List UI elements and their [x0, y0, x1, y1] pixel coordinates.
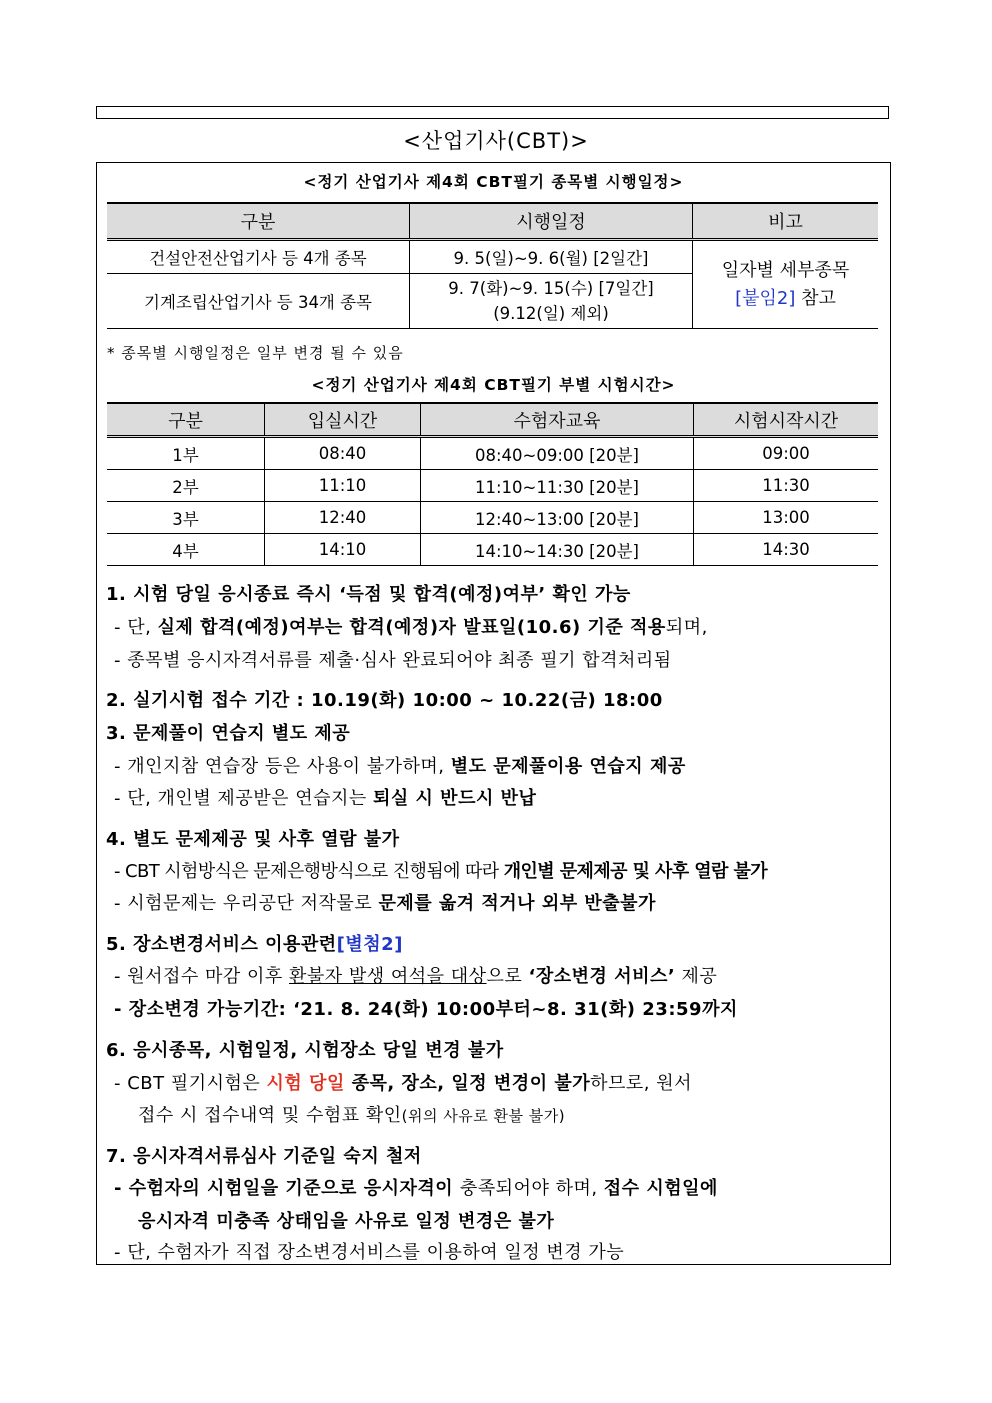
item-bullet: [114, 889, 656, 915]
text-span: 제공: [675, 966, 718, 987]
category-cell: 건설안전산업기사 등 4개 종목: [107, 240, 410, 274]
bold-span: 종목, 장소, 일정 변경이 불가: [344, 1073, 591, 1094]
item-heading: 3. 문제풀이 연습지 별도 제공: [106, 723, 351, 744]
education-cell: 14:10~14:30 [20분]: [421, 534, 694, 566]
bold-span: 문제를 옮겨 적거나 외부 반출불가: [378, 893, 656, 914]
session-table-title: <정기 산업기사 제4회 CBT필기 부별 시험시간>: [311, 376, 676, 394]
dates-line: (9.12(일) 제외): [493, 304, 609, 323]
bold-span: 퇴실 시 반드시 반납: [372, 788, 537, 809]
dates-cell: 9. 5(일)~9. 6(월) [2일간]: [410, 240, 693, 274]
text-span: - 원서접수 마감 이후: [114, 966, 289, 987]
item-bullet-cont: [138, 1101, 565, 1127]
remark-ref: [693, 285, 878, 313]
header-cell: 시행일정: [410, 203, 693, 240]
session-cell: 1부: [107, 437, 265, 470]
start-time-cell: 11:30: [694, 470, 879, 502]
header-cell: 시험시작시간: [694, 403, 879, 437]
bold-span: 별도 문제풀이용 연습지 제공: [450, 756, 686, 777]
category-cell: 기계조립산업기사 등 34개 종목: [107, 274, 410, 329]
item-heading: 7. 응시자격서류심사 기준일 숙지 철저: [106, 1146, 422, 1167]
remark-suffix: 참고: [795, 287, 836, 309]
entry-time-cell: 14:10: [265, 534, 421, 566]
schedule-table: [107, 202, 878, 329]
session-cell: 4부: [107, 534, 265, 566]
entry-time-cell: 12:40: [265, 502, 421, 534]
start-time-cell: 09:00: [694, 437, 879, 470]
text-span: - 단, 개인별 제공받은 연습지는: [114, 788, 373, 809]
text-span: 되며,: [665, 617, 708, 638]
table-header-row: [107, 203, 878, 240]
item-bullet: [114, 613, 708, 639]
dates-cell: [410, 274, 693, 329]
header-cell: 입실시간: [265, 403, 421, 437]
item-heading: [106, 930, 403, 956]
header-cell: 구분: [107, 203, 410, 240]
text-span: 충족되어야 하며,: [459, 1178, 604, 1199]
entry-time-cell: 08:40: [265, 437, 421, 470]
bold-span: 접수 시험일에: [603, 1178, 718, 1199]
item-bullet: - 종목별 응시자격서류를 제출·심사 완료되어야 최종 필기 합격처리됨: [114, 650, 672, 671]
underlined-span: 환불자 발생 여석을 대상: [289, 966, 487, 987]
text-span: - 시험문제는 우리공단 저작물로: [114, 893, 379, 914]
red-span: 시험 당일: [266, 1073, 345, 1094]
text-span: - CBT 필기시험은: [114, 1073, 267, 1094]
start-time-cell: 13:00: [694, 502, 879, 534]
item-bullet: [114, 962, 717, 988]
item-bullet: [114, 1174, 718, 1200]
text-span: - CBT 시험방식은 문제은행방식으로 진행됨에 따라: [114, 861, 504, 882]
text-span: - 단,: [114, 617, 158, 638]
small-span: (위의 사유로 환불 불가): [401, 1107, 566, 1125]
table-row: [107, 240, 878, 274]
schedule-note: * 종목별 시행일정은 일부 변경 될 수 있음: [107, 344, 404, 362]
text-span: 으로: [486, 966, 529, 987]
item-bullet: [114, 857, 767, 883]
header-cell: 구분: [107, 403, 265, 437]
item-heading: 2. 실기시험 접수 기간 : 10.19(화) 10:00 ~ 10.22(금) 18:00: [106, 690, 663, 711]
top-border-box: [96, 106, 889, 119]
session-cell: 2부: [107, 470, 265, 502]
item-bullet: [114, 1069, 692, 1095]
attachment-link[interactable]: [붙임2]: [735, 287, 796, 309]
session-cell: 3부: [107, 502, 265, 534]
item-heading: 4. 별도 문제제공 및 사후 열람 불가: [106, 829, 400, 850]
table-row: [107, 437, 878, 470]
header-cell: 비고: [693, 203, 879, 240]
schedule-table-title: <정기 산업기사 제4회 CBT필기 종목별 시행일정>: [303, 173, 684, 191]
item-bullet: [114, 784, 536, 810]
header-cell: 수험자교육: [421, 403, 694, 437]
table-row: [107, 470, 878, 502]
remark-text: 일자별 세부종목: [721, 259, 850, 281]
bold-span: 실제 합격(예정)여부는 합격(예정)자 발표일(10.6) 기준 적용: [157, 617, 666, 638]
attachment-link[interactable]: [별첨2]: [336, 934, 403, 955]
item-bullet: - 단, 수험자가 직접 장소변경서비스를 이용하여 일정 변경 가능: [114, 1242, 625, 1263]
session-table: [107, 402, 878, 566]
education-cell: 08:40~09:00 [20분]: [421, 437, 694, 470]
item-bullet: [114, 752, 686, 778]
heading-text: 5. 장소변경서비스 이용관련: [106, 934, 337, 955]
item-bullet: - 장소변경 가능기간: ‘21. 8. 24(화) 10:00부터~8. 31(화) 23:59까지: [114, 999, 738, 1020]
bold-span: - 수험자의 시험일을 기준으로 응시자격이: [114, 1178, 460, 1199]
education-cell: 11:10~11:30 [20분]: [421, 470, 694, 502]
education-cell: 12:40~13:00 [20분]: [421, 502, 694, 534]
bold-span: 개인별 문제제공 및 사후 열람 불가: [503, 861, 768, 882]
table-header-row: [107, 403, 878, 437]
text-span: 하므로, 원서: [590, 1073, 693, 1094]
remark-cell: [693, 240, 879, 329]
text-span: 접수 시 접수내역 및 수험표 확인: [138, 1105, 402, 1126]
item-bullet-cont: 응시자격 미충족 상태임을 사유로 일정 변경은 불가: [138, 1211, 555, 1232]
item-heading: 6. 응시종목, 시험일정, 시험장소 당일 변경 불가: [106, 1040, 504, 1061]
item-heading: 1. 시험 당일 응시종료 즉시 ‘득점 및 합격(예정)여부’ 확인 가능: [106, 584, 631, 605]
text-span: - 개인지참 연습장 등은 사용이 불가하며,: [114, 756, 451, 777]
start-time-cell: 14:30: [694, 534, 879, 566]
entry-time-cell: 11:10: [265, 470, 421, 502]
dates-line: 9. 7(화)~9. 15(수) [7일간]: [448, 279, 654, 298]
table-row: [107, 502, 878, 534]
table-row: [107, 534, 878, 566]
bold-span: ‘장소변경 서비스’: [528, 966, 676, 987]
page-title: <산업기사(CBT)>: [403, 129, 589, 153]
